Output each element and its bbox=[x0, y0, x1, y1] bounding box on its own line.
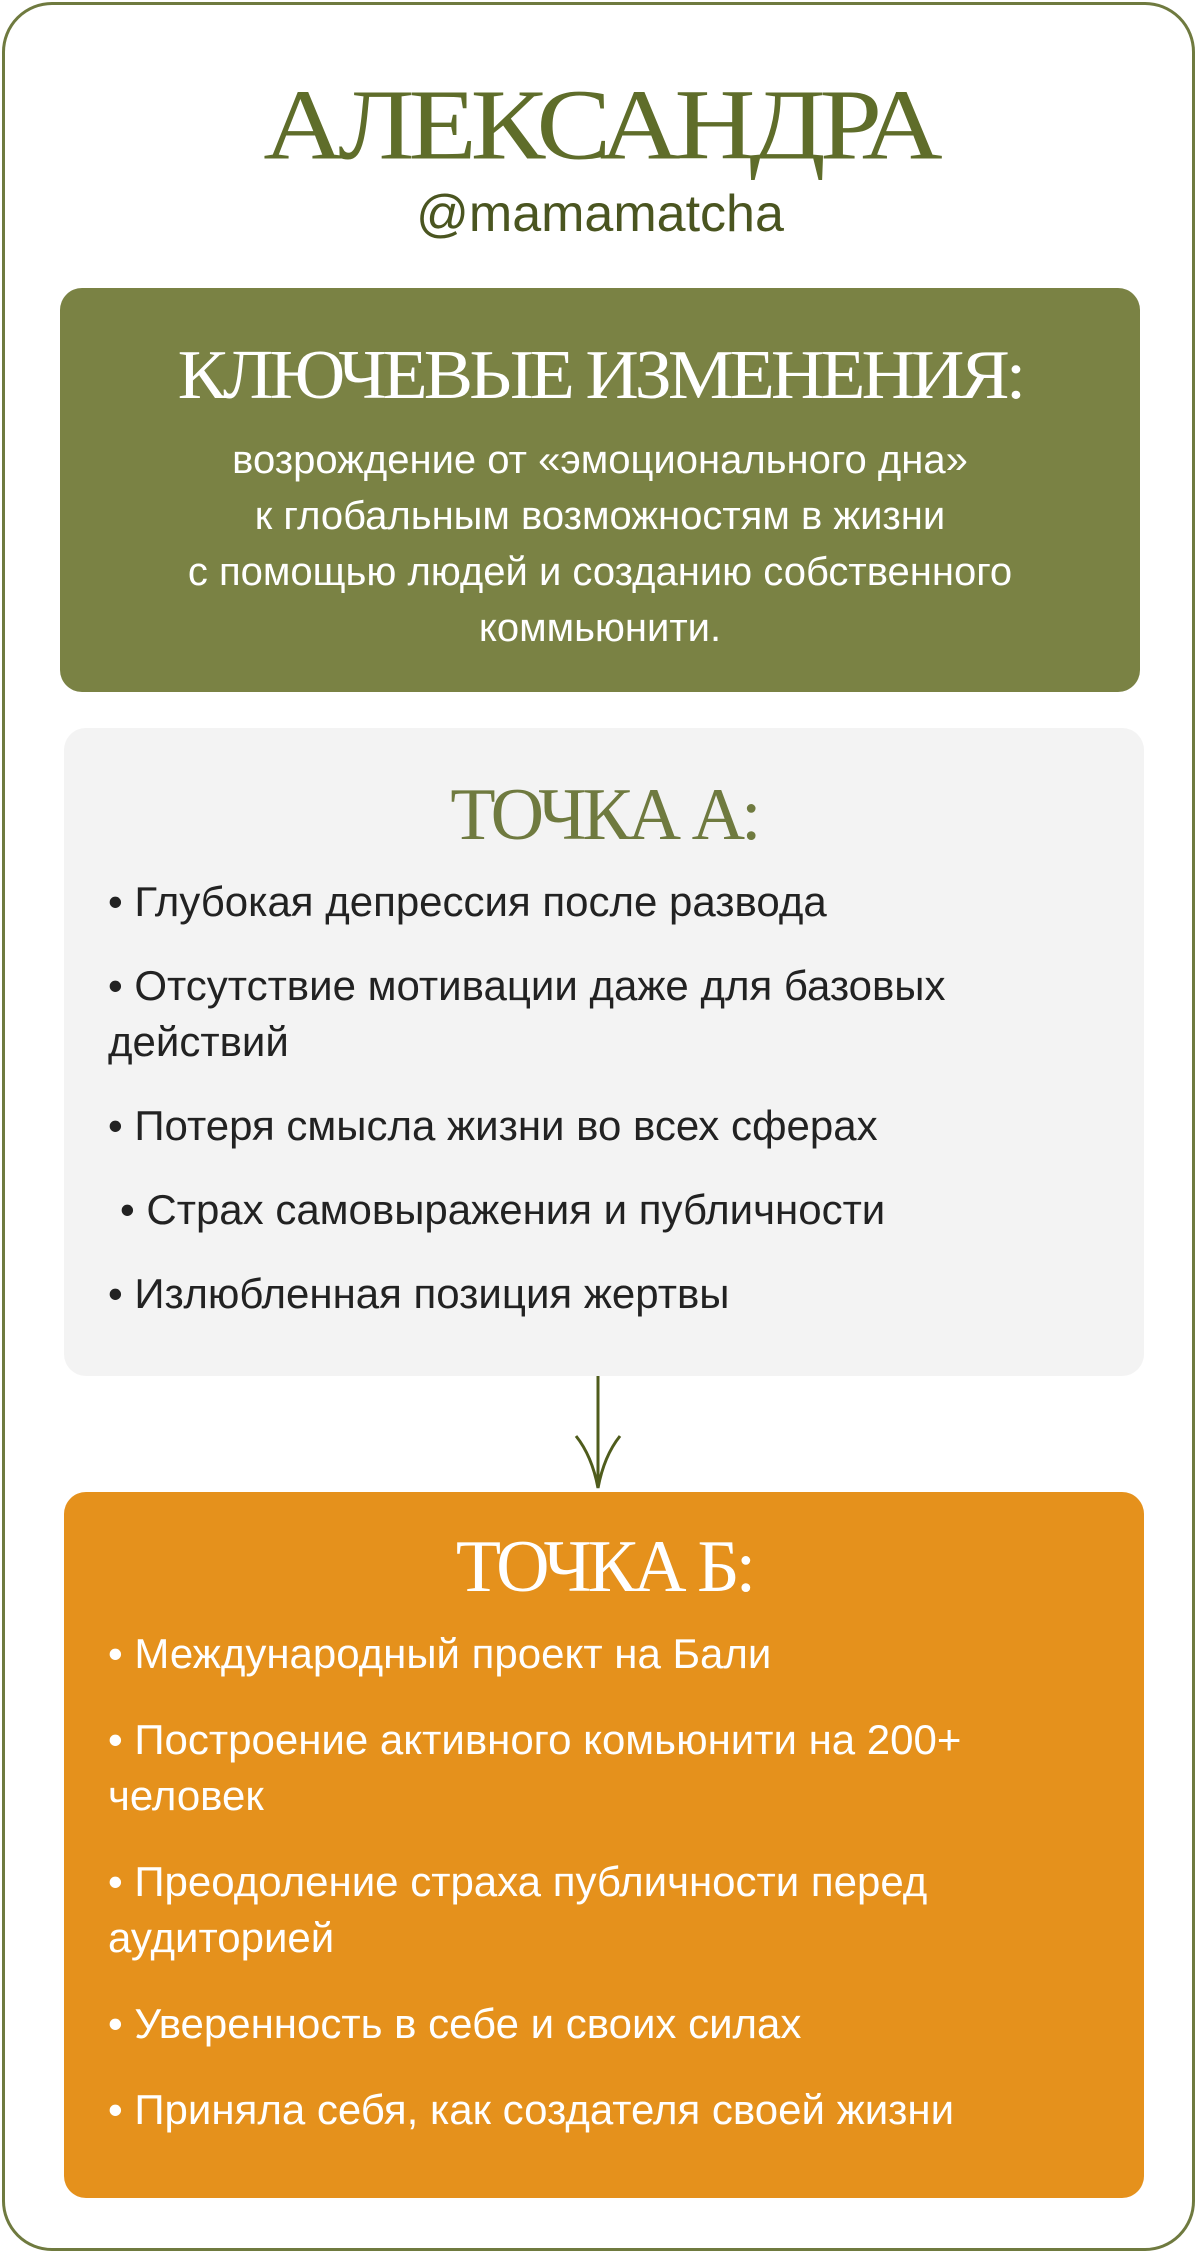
point-a-list bbox=[108, 874, 1118, 1322]
key-changes-line: коммьюнити. bbox=[478, 606, 722, 650]
arrow-down-icon bbox=[570, 1376, 626, 1490]
key-changes-text bbox=[60, 432, 1140, 656]
point-a-box bbox=[64, 728, 1144, 1376]
list-item: • Глубокая депрессия после развода bbox=[108, 878, 827, 925]
key-changes-title: КЛЮЧЕВЫЕ ИЗМЕНЕНИЯ: bbox=[177, 336, 1023, 414]
key-changes-line: с помощью людей и созданию собственного bbox=[187, 550, 1013, 594]
list-item: • Страх самовыражения и публичности bbox=[120, 1186, 886, 1233]
key-changes-line: к глобальным возможностям в жизни bbox=[254, 494, 946, 538]
list-item: • Преодоление страха публичности перед аудиторией bbox=[108, 1858, 928, 1961]
profile-name: АЛЕКСАНДРА bbox=[263, 69, 937, 181]
key-changes-line: возрождение от «эмоционального дна» bbox=[232, 438, 968, 482]
list-item: • Международный проект на Бали bbox=[108, 1630, 772, 1677]
list-item: • Уверенность в себе и своих силах bbox=[108, 2000, 802, 2047]
list-item: • Построение активного комьюнити на 200+ человек bbox=[108, 1716, 962, 1819]
point-b-title: ТОЧКА Б: bbox=[455, 1526, 753, 1608]
list-item: • Приняла себя, как создателя своей жизни bbox=[108, 2086, 955, 2133]
point-b-box bbox=[64, 1492, 1144, 2198]
list-item: • Излюбленная позиция жертвы bbox=[108, 1270, 730, 1317]
profile-handle: @mamamatcha bbox=[416, 185, 784, 243]
list-item: • Отсутствие мотивации даже для базовых действий bbox=[108, 962, 946, 1065]
point-b-list bbox=[108, 1626, 1118, 2138]
point-a-title: ТОЧКА А: bbox=[450, 774, 758, 856]
list-item: • Потеря смысла жизни во всех сферах bbox=[108, 1102, 878, 1149]
key-changes-box bbox=[60, 288, 1140, 692]
